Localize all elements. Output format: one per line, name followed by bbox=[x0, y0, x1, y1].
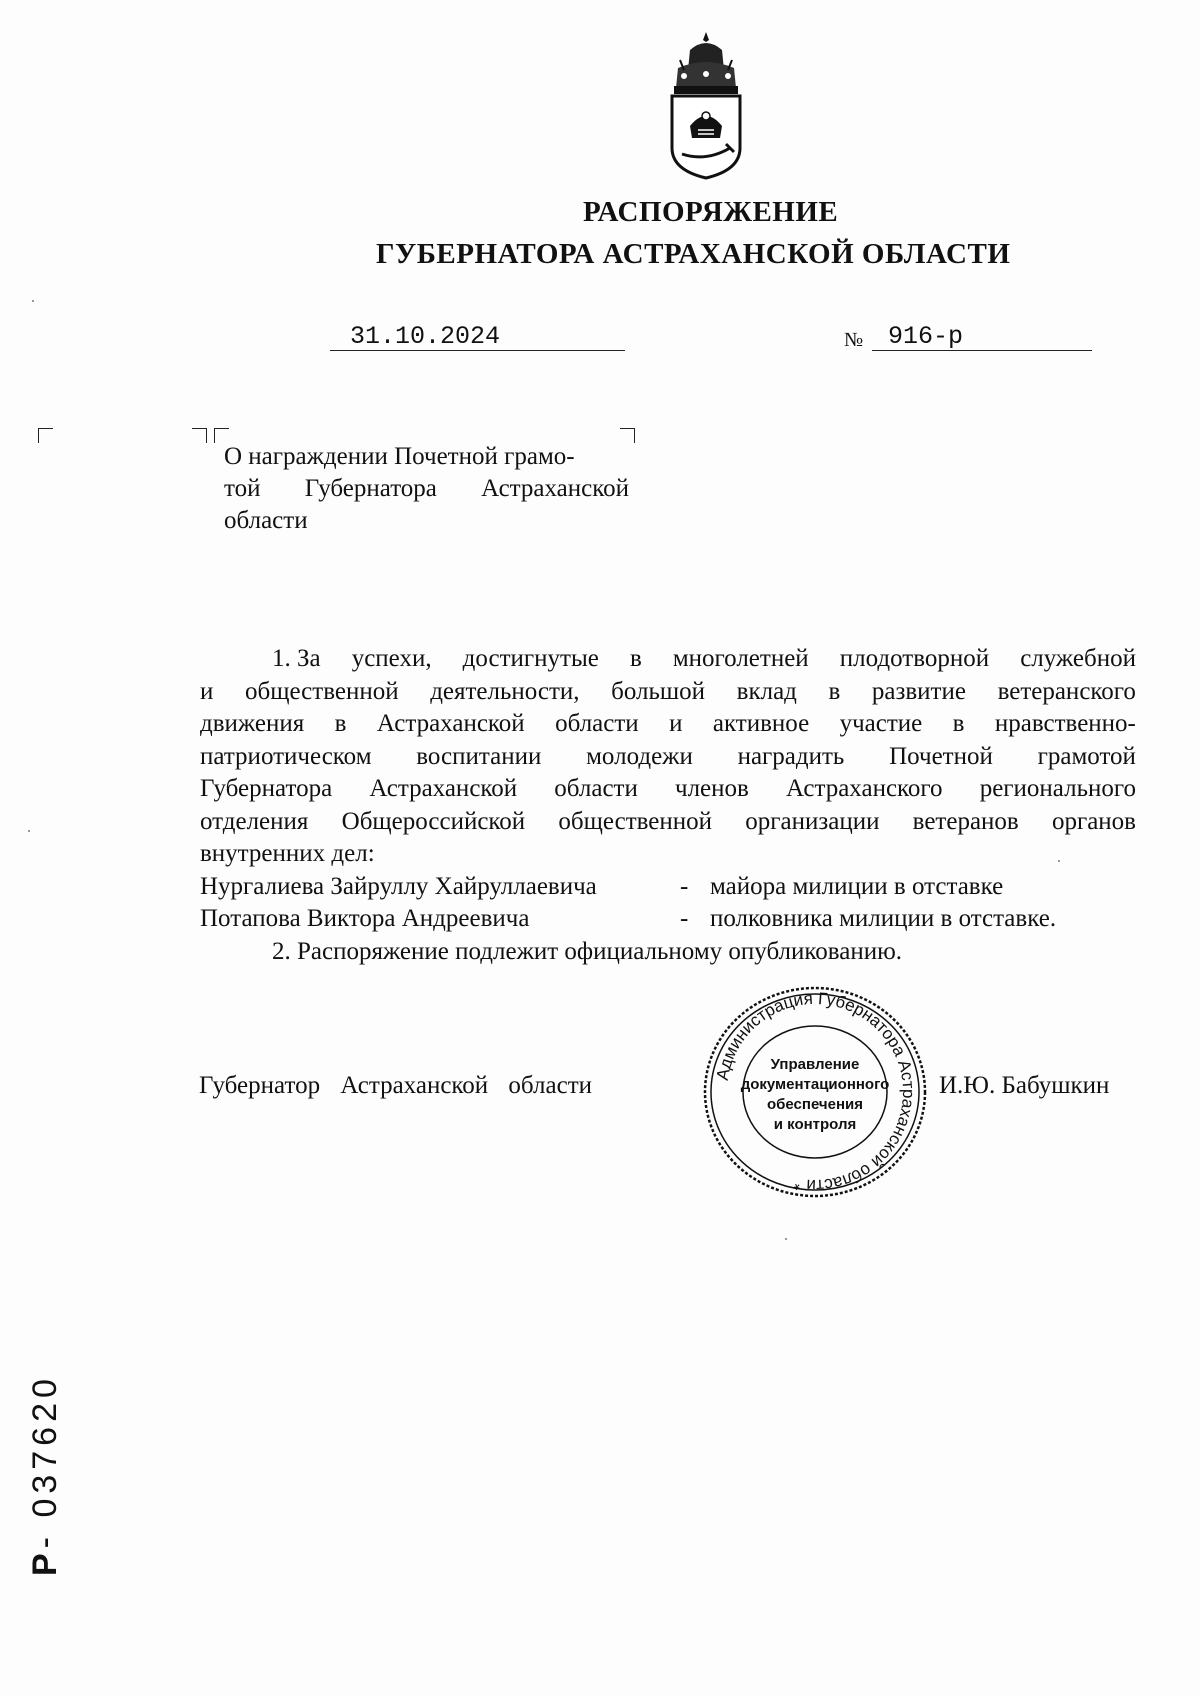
body-line: и общественной деятельности, большой вклад в развитие ветеранского bbox=[200, 677, 1136, 705]
scan-speck bbox=[785, 1238, 787, 1240]
signatory-name: И.Ю. Бабушкин bbox=[939, 1072, 1110, 1099]
stamp-inner-line: документационного bbox=[740, 1076, 890, 1093]
signatory-position: Губернатор Астраханской области bbox=[199, 1072, 593, 1099]
scan-speck bbox=[1058, 860, 1060, 862]
document-date: 31.10.2024 bbox=[350, 322, 501, 351]
body-line: отделения Общероссийской общественной организации ветеранов органов bbox=[200, 807, 1136, 835]
stamp-inner-line: Управление bbox=[770, 1056, 860, 1073]
stamp-outer-text: Администрация Губернатора Астраханской области * bbox=[712, 988, 919, 1196]
body-item-2: 2. Распоряжение подлежит официальному опубликованию. bbox=[272, 937, 903, 965]
document-subject bbox=[224, 441, 634, 537]
body-line: движения в Астраханской области и активное участие в нравственно- bbox=[200, 710, 1136, 737]
subject-corner-mark bbox=[192, 428, 207, 443]
stamp-inner-line: обеспечения bbox=[766, 1096, 864, 1113]
awardee-rank: майора милиции в отставке bbox=[710, 872, 1004, 900]
body-line: 1. За успехи, достигнутые в многолетней плодотворной служебной bbox=[272, 645, 1136, 672]
number-sign: № bbox=[844, 329, 864, 351]
body-line: внутренних дел: bbox=[200, 840, 375, 867]
registration-prefix: Р bbox=[26, 1548, 64, 1576]
awardee-row bbox=[200, 903, 1136, 936]
official-stamp bbox=[700, 985, 930, 1200]
document-authority: ГУБЕРНАТОРА АСТРАХАНСКОЙ ОБЛАСТИ bbox=[376, 238, 1011, 270]
scan-speck bbox=[28, 830, 30, 832]
awardee-name: Потапова Виктора Андреевича bbox=[200, 905, 530, 932]
document-title: РАСПОРЯЖЕНИЕ bbox=[583, 196, 839, 228]
scan-speck bbox=[32, 300, 34, 302]
awardee-rank: полковника милиции в отставке. bbox=[710, 905, 1057, 932]
subject-line: области bbox=[224, 507, 308, 534]
body-line: Губернатора Астраханской области членов Астраханского регионального bbox=[200, 775, 1136, 802]
awardee-dash: - bbox=[680, 872, 689, 900]
document-number: 916-р bbox=[888, 322, 964, 351]
subject-line: той Губернатора Астраханской bbox=[224, 475, 629, 502]
stamp-inner-line: и контроля bbox=[773, 1116, 857, 1133]
registration-digits: - 037620 bbox=[26, 1374, 64, 1549]
document-body bbox=[200, 643, 1136, 968]
margin-corner-mark bbox=[38, 428, 53, 443]
registration-number bbox=[26, 1374, 65, 1576]
body-line: патриотическом воспитании молодежи наградить Почетной грамотой bbox=[200, 742, 1136, 770]
coat-of-arms-emblem bbox=[660, 30, 752, 180]
awardee-row bbox=[200, 871, 1136, 904]
subject-line: О награждении Почетной грамо- bbox=[224, 443, 575, 470]
awardee-dash: - bbox=[680, 905, 689, 932]
awardee-name: Нургалиева Зайруллу Хайруллаевича bbox=[200, 872, 597, 900]
